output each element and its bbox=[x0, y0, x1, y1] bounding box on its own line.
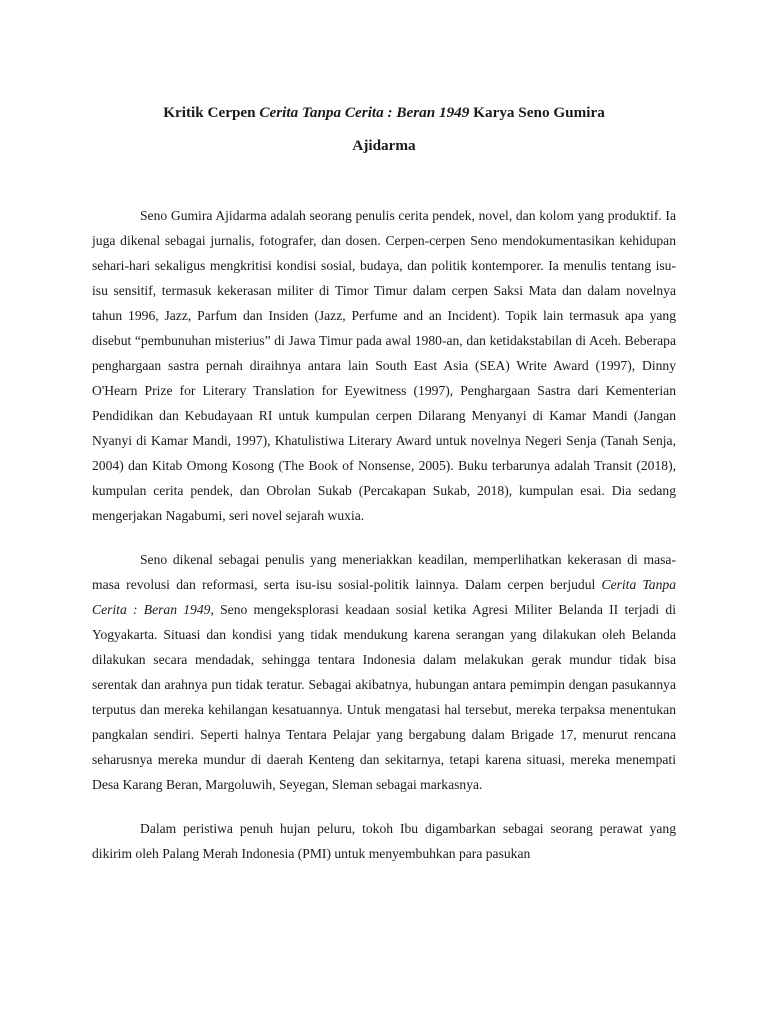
title-author-line: Ajidarma bbox=[352, 137, 416, 154]
paragraph-1: Seno Gumira Ajidarma adalah seorang penulis cerita pendek, novel, dan kolom yang produktif. Ia juga dikenal sebagai jurnalis, fotografer, dan dosen. Cerpen-cerpen Seno mendokumentasikan kehidupan sehari-hari sekaligus mengkritisi kondisi sosial, budaya, dan politik kontemporer. Ia menulis tentang isu-isu sensitif, termasuk kekerasan militer di Timor Timur dalam cerpen Saksi Mata dan dalam novelnya tahun 1996, Jazz, Parfum dan Insiden (Jazz, Perfume and an Incident). Topik lain termasuk apa yang disebut “pembunuhan misterius” di Jawa Timur pada awal 1980-an, dan ketidakstabilan di Aceh. Beberapa penghargaan sastra pernah diraihnya antara lain South East Asia (SEA) Write Award (1997), Dinny O'Hearn Prize for Literary Translation for Eyewitness (1997), Penghargaan Sastra dari Kementerian Pendidikan dan Kebudayaan RI untuk kumpulan cerpen Dilarang Menyanyi di Kamar Mandi (Jangan Nyanyi di Kamar Mandi, 1997), Khatulistiwa Literary Award untuk novelnya Negeri Senja (Tanah Senja, 2004) dan Kitab Omong Kosong (The Book of Nonsense, 2005). Buku terbarunya adalah Transit (2018), kumpulan cerita pendek, dan Obrolan Sukab (Percakapan Sukab, 2018), kumpulan esai. Dia sedang mengerjakan Nagabumi, seri novel sejarah wuxia. bbox=[92, 208, 676, 523]
document-title bbox=[92, 96, 676, 162]
paragraph-2-italic-title: Cerita Tanpa Cerita : Beran 1949 bbox=[92, 577, 676, 617]
paragraph-2-part-2: , Seno mengeksplorasi keadaan sosial ketika Agresi Militer Belanda II terjadi di Yogyakarta. Situasi dan kondisi yang tidak mendukung karena serangan yang dilakukan oleh Belanda dilakukan secara mendadak, sehingga tentara Indonesia dalam melakukan gerak mundur tidak bisa serentak dan arahnya pun tidak teratur. Sebagai akibatnya, hubungan antara pemimpin dengan pasukannya terputus dan mereka kehilangan kesatuannya. Untuk mengatasi hal tersebut, mereka terpaksa menentukan pangkalan sendiri. Seperti halnya Tentara Pelajar yang bergabung dalam Brigade 17, menurut rencana seharusnya mereka mundur di daerah Kenteng dan sekitarnya, tetapi karena situasi, mereka menempati Desa Karang Beran, Margoluwih, Seyegan, Sleman sebagai markasnya. bbox=[92, 602, 677, 792]
paragraph-3: Dalam peristiwa penuh hujan peluru, tokoh Ibu digambarkan sebagai seorang perawat yang dikirim oleh Palang Merah Indonesia (PMI) untuk menyembuhkan para pasukan bbox=[92, 821, 676, 861]
title-italic-work: Cerita Tanpa Cerita : Beran 1949 bbox=[259, 104, 470, 121]
document-body bbox=[92, 203, 676, 866]
paragraph-2-part-1: Seno dikenal sebagai penulis yang meneriakkan keadilan, memperlihatkan kekerasan di masa-masa revolusi dan reformasi, serta isu-isu sosial-politik lainnya. Dalam cerpen berjudul bbox=[92, 552, 676, 592]
paragraph-2 bbox=[92, 547, 676, 797]
title-suffix: Karya Seno Gumira bbox=[469, 104, 605, 121]
title-prefix: Kritik Cerpen bbox=[163, 104, 260, 121]
